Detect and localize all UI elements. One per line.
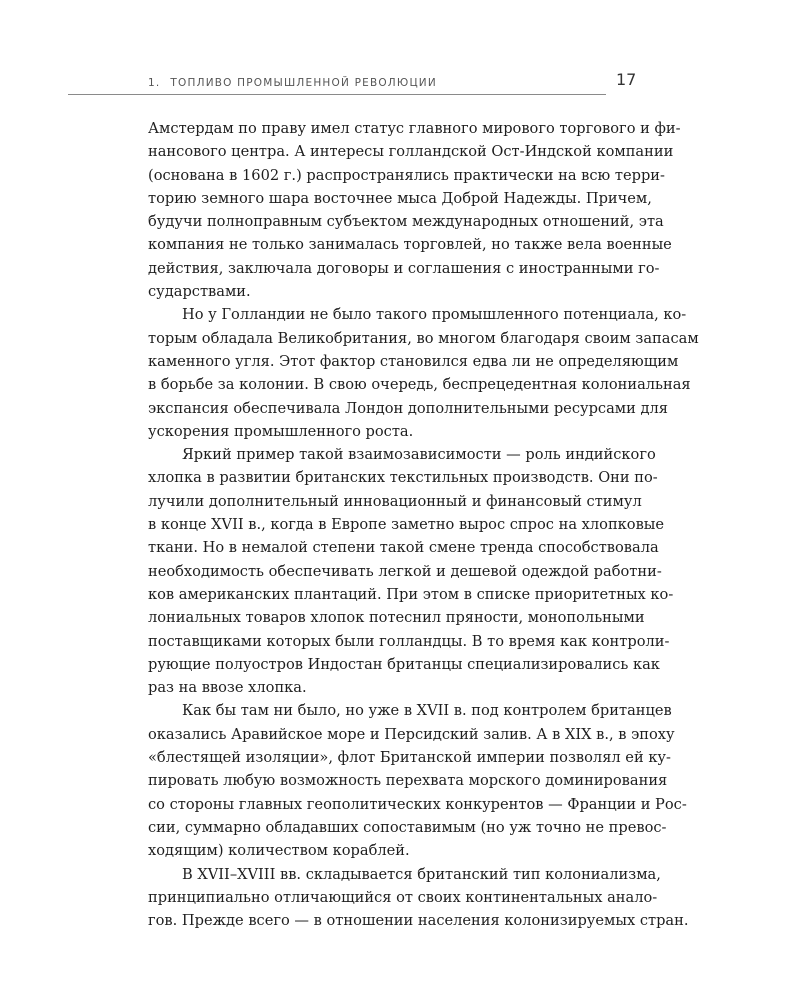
text-line: Но у Голландии не было такого промышленного потенциала, ко-	[182, 306, 687, 324]
text-line: пировать любую возможность перехвата морского доминирования	[148, 772, 668, 790]
text-line: Яркий пример такой взаимозависимости — роль индийского	[182, 446, 656, 464]
text-line: ков американских плантаций. При этом в списке приоритетных ко-	[148, 585, 674, 603]
text-line: будучи полноправным субъектом международных отношений, эта	[148, 213, 664, 231]
text-line: компания не только занималась торговлей, но также вела военные	[148, 236, 672, 254]
text-line: каменного угля. Этот фактор становился едва ли не определяющим	[148, 352, 679, 370]
text-line: ходящим) количеством кораблей.	[148, 842, 410, 860]
text-line: раз на ввозе хлопка.	[148, 679, 307, 697]
text-line: экспансия обеспечивала Лондон дополнительными ресурсами для	[148, 399, 668, 417]
page-number: 17	[616, 70, 637, 89]
paragraph	[148, 303, 699, 443]
text-line: в конце XVII в., когда в Европе заметно вырос спрос на хлопковые	[148, 516, 665, 534]
text-line: торию земного шара восточнее мыса Доброй Надежды. Причем,	[148, 189, 652, 207]
text-line: Амстердам по праву имел статус главного мирового торгового и фи-	[148, 120, 681, 137]
text-line: Как бы там ни было, но уже в XVII в. под контролем британцев	[182, 702, 672, 720]
text-line: гов. Прежде всего — в отношении населения колонизируемых стран.	[148, 912, 689, 930]
text-line: поставщиками которых были голландцы. В то время как контроли-	[148, 632, 670, 650]
text-line: действия, заключала договоры и соглашения с иностранными го-	[148, 259, 660, 277]
text-line: ускорения промышленного роста.	[148, 422, 414, 440]
text-line: «блестящей изоляции», флот Британской империи позволял ей ку-	[148, 749, 671, 767]
text-line: (основана в 1602 г.) распространялись практически на всю терри-	[148, 166, 665, 184]
header-rule	[68, 94, 606, 95]
text-line: со стороны главных геополитических конкурентов — Франции и Рос-	[148, 795, 687, 813]
paragraph	[148, 117, 681, 303]
text-line: сударствами.	[148, 283, 251, 301]
text-line: лониальных товаров хлопок потеснил пряности, монопольными	[148, 609, 645, 627]
running-head	[148, 77, 437, 89]
text-line: ткани. Но в немалой степени такой смене тренда способствовала	[148, 539, 659, 557]
text-line: необходимость обеспечивать легкой и дешевой одеждой работни-	[148, 562, 662, 580]
text-line: лучили дополнительный инновационный и финансовый стимул	[148, 492, 642, 510]
paragraph	[148, 863, 689, 933]
text-line: рующие полуостров Индостан британцы специализировались как	[148, 655, 660, 673]
text-line: хлопка в развитии британских текстильных производств. Они по-	[148, 469, 658, 487]
text-line: сии, суммарно обладавших сопоставимым (но уж точно не превос-	[148, 818, 667, 836]
body-text	[148, 117, 699, 932]
text-line: принципиально отличающийся от своих континентальных анало-	[148, 888, 658, 906]
text-line: в борьбе за колонии. В свою очередь, беспрецедентная колониальная	[148, 376, 691, 394]
chapter-number: 1.	[148, 77, 161, 89]
chapter-title: ТОПЛИВО ПРОМЫШЛЕННОЙ РЕВОЛЮЦИИ	[170, 77, 437, 89]
paragraph	[148, 699, 687, 862]
text-line: нансового центра. А интересы голландской Ост-Индской компании	[148, 143, 674, 161]
text-line: оказались Аравийское море и Персидский залив. А в XIX в., в эпоху	[148, 725, 675, 743]
paragraph	[148, 443, 674, 699]
text-line: В XVII–XVIII вв. складывается британский тип колониализма,	[182, 865, 661, 883]
text-line: торым обладала Великобритания, во многом благодаря своим запасам	[148, 329, 699, 347]
